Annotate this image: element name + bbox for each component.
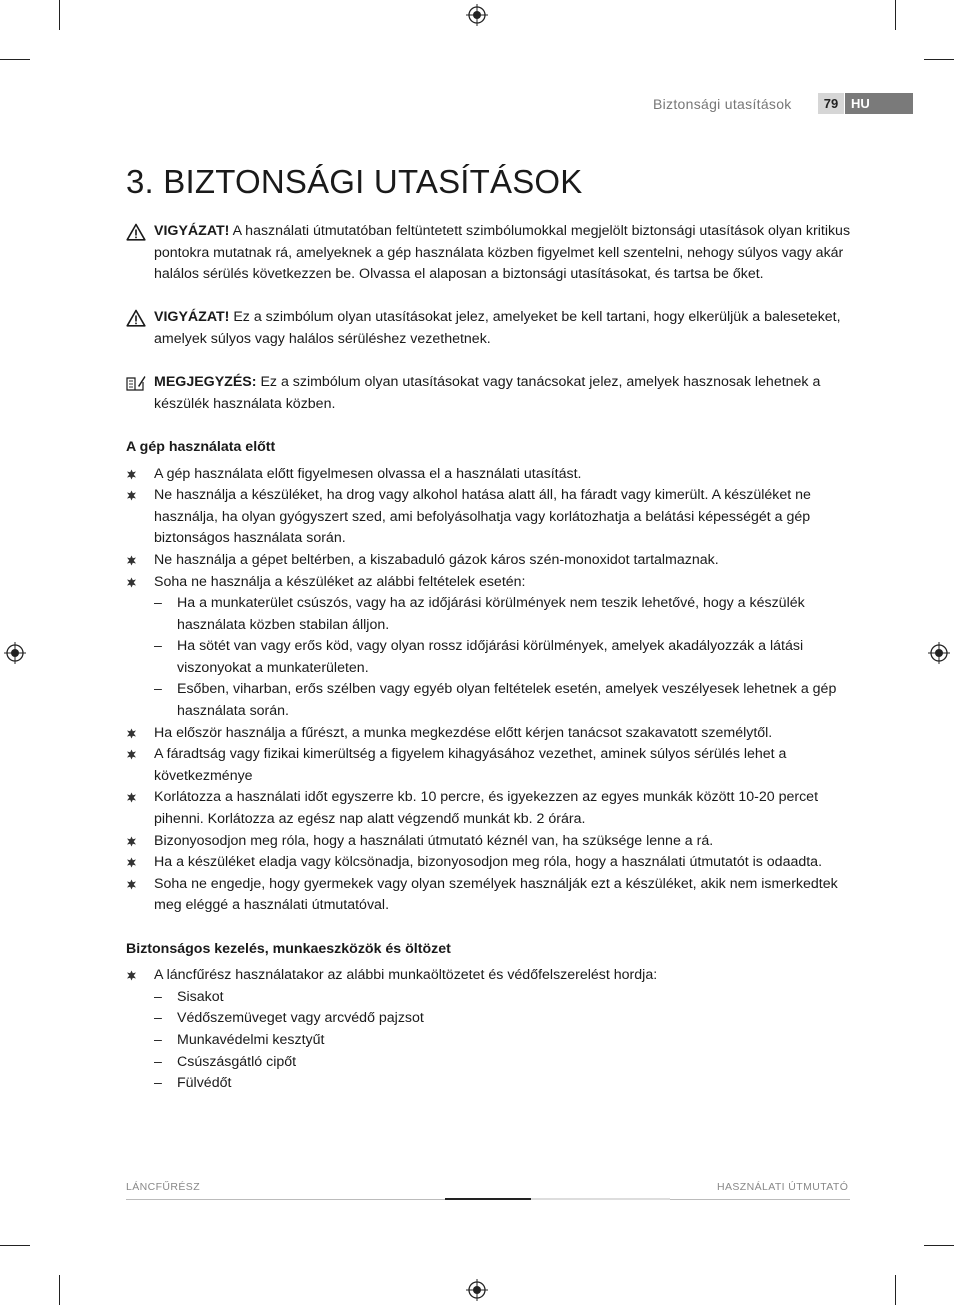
bullet-icon [126,836,137,847]
crop-mark [895,1275,896,1305]
bullet-icon [126,879,137,890]
notice-text: Ez a szimbólum olyan utasításokat vagy tanácsokat jelez, amelyek hasznosak lehetnek a készülék használata közben. [154,374,821,412]
list-item: Ne használja a gépet beltérben, a kiszabaduló gázok káros szén-monoxidot tartalmaznak. [126,550,856,572]
warning-notice [126,221,856,286]
warning-triangle-icon [126,309,146,327]
footer-product-name: LÁNCFŰRÉSZ [126,1181,201,1193]
crop-mark [895,0,896,30]
spacer [126,917,856,939]
bullet-icon [126,577,137,588]
registration-mark-icon [466,1279,488,1301]
bullet-icon [126,490,137,501]
list-item: Korlátozza a használati időt egyszerre kb. 10 percre, és igyekezzen az egyes munkák között 10-20 percet pihenni. Korlátozza az egész nap alatt végzendő munkát kb. 2 órára. [126,787,856,830]
sub-list-item: – Esőben, viharban, erős szélben vagy egyéb olyan feltételek esetén, amelyek veszélyesek lehetnek a gép használata során. [154,681,837,720]
notice-label: VIGYÁZAT! [154,309,230,326]
sub-list-item: – Munkavédelmi kesztyűt [154,1031,325,1048]
crop-mark [59,1275,60,1305]
warning-notice [126,307,856,350]
list-item: A fáradtság vagy fizikai kimerültség a figyelem kihagyásához vezethet, aminek súlyos sérülés lehet a következménye [126,744,856,787]
bullet-icon [126,857,137,868]
crop-mark [924,1245,954,1246]
note-book-icon [126,374,146,392]
dash-list [154,593,856,723]
sub-list-item: – Ha a munkaterület csúszós, vagy ha az időjárási körülmények nem teszik lehetővé, hogy a készülék használata közben stabilan álljon. [154,595,805,633]
notice-text: Ez a szimbólum olyan utasításokat jelez, amelyeket be kell tartani, hogy elkerüljük a baleseteket, amelyek súlyos vagy halálos sérüléshez vezethetnek. [154,309,841,347]
footer-document-type: HASZNÁLATI ÚTMUTATÓ [717,1181,849,1193]
registration-mark-icon [466,4,488,26]
crop-mark [924,59,954,60]
bullet-icon [126,555,137,566]
section-heading: A gép használata előtt [126,438,276,455]
main-content [126,221,856,1095]
sub-list-item: – Ha sötét van vagy erős köd, vagy olyan rossz időjárási körülmények, amelyek akadályozzák a látási viszonyokat a munkaterületen. [154,638,804,676]
page-title: 3. BIZTONSÁGI UTASÍTÁSOK [126,163,583,200]
sub-list-item: – Sisakot [154,988,224,1005]
page-number: 79 [818,93,844,114]
notice-text: A használati útmutatóban feltüntetett szimbólumokkal megjelölt biztonsági utasítások olyan kritikus pontokra mutatnak rá, amelyeknek a gép használata közben figyelmet kell szentelni, nehogy súlyos vagy akár halálos sérülés következzen be. Olvassa el alaposan a biztonsági utasításokat, és tartsa be őket. [154,223,851,283]
notice-label: VIGYÁZAT! [154,223,230,239]
bullet-list [126,965,856,1095]
crop-mark [0,1245,30,1246]
bullet-icon [126,792,137,803]
footer-accent-bar [531,1198,670,1200]
bullet-icon [126,728,137,739]
notice-label: MEGJEGYZÉS: [154,374,257,391]
registration-mark-icon [928,642,950,664]
bullet-list [126,464,856,917]
list-item: Ha először használja a fűrészt, a munka megkezdése előtt kérjen tanácsot szakavatott személytől. [126,723,856,745]
list-item: A láncfűrész használatakor az alábbi munkaöltözetet és védőfelszerelést hordja: – Sisakot – Védőszemüveget vagy arcvédő pajzsot – Munkavédelmi kesztyűt – Csúszásgátló cipőt – Fülvédőt [126,965,856,1095]
crop-mark [59,0,60,30]
list-item: Soha ne engedje, hogy gyermekek vagy olyan személyek használják ezt a készüléket, akik nem ismerkedtek meg eléggé a használati útmutatóval. [126,874,856,917]
bullet-icon [126,970,137,981]
registration-mark-icon [4,642,26,664]
footer-accent-bar [445,1198,531,1200]
sub-list-item: – Csúszásgátló cipőt [154,1053,297,1070]
sub-list-item: – Fülvédőt [154,1075,232,1092]
bullet-icon [126,469,137,480]
dash-list [154,987,856,1095]
list-item: A gép használata előtt figyelmesen olvassa el a használati utasítást. [126,464,856,486]
header-section-title: Biztonsági utasítások [653,96,792,112]
list-item: Ne használja a készüléket, ha drog vagy alkohol hatása alatt áll, ha fáradt vagy kimerült. A készüléket ne használja, ha olyan gyógyszert szed, ami befolyásolhatja vagy korlátozhatja a belátási képességét a gép biztonságos használata során. [126,485,856,550]
language-tag: HU [845,93,913,114]
warning-triangle-icon [126,223,146,241]
note-notice [126,372,856,415]
list-item: Soha ne használja a készüléket az alábbi feltételek esetén: – Ha a munkaterület csúszós, vagy ha az időjárási körülmények nem teszik lehetővé, hogy a készülék használata közben stabilan álljon. – Ha sötét van vagy erős köd, vagy olyan rossz időjárási körülmények, amelyek akadályozzák a látási viszonyokat a munkaterületen. – Esőben, viharban, erős szélben vagy egyéb olyan feltételek esetén, amelyek veszélyesek lehetnek a gép használata során. [126,572,856,723]
crop-mark [0,59,30,60]
sub-list-item: – Védőszemüveget vagy arcvédő pajzsot [154,1010,424,1027]
bullet-icon [126,749,137,760]
section-heading: Biztonságos kezelés, munkaeszközök és öltözet [126,940,451,957]
list-item: Bizonyosodjon meg róla, hogy a használati útmutató kéznél van, ha szüksége lenne a rá. [126,831,856,853]
list-item: Ha a készüléket eladja vagy kölcsönadja, bizonyosodjon meg róla, hogy a használati útmutatót is odaadta. [126,852,856,874]
